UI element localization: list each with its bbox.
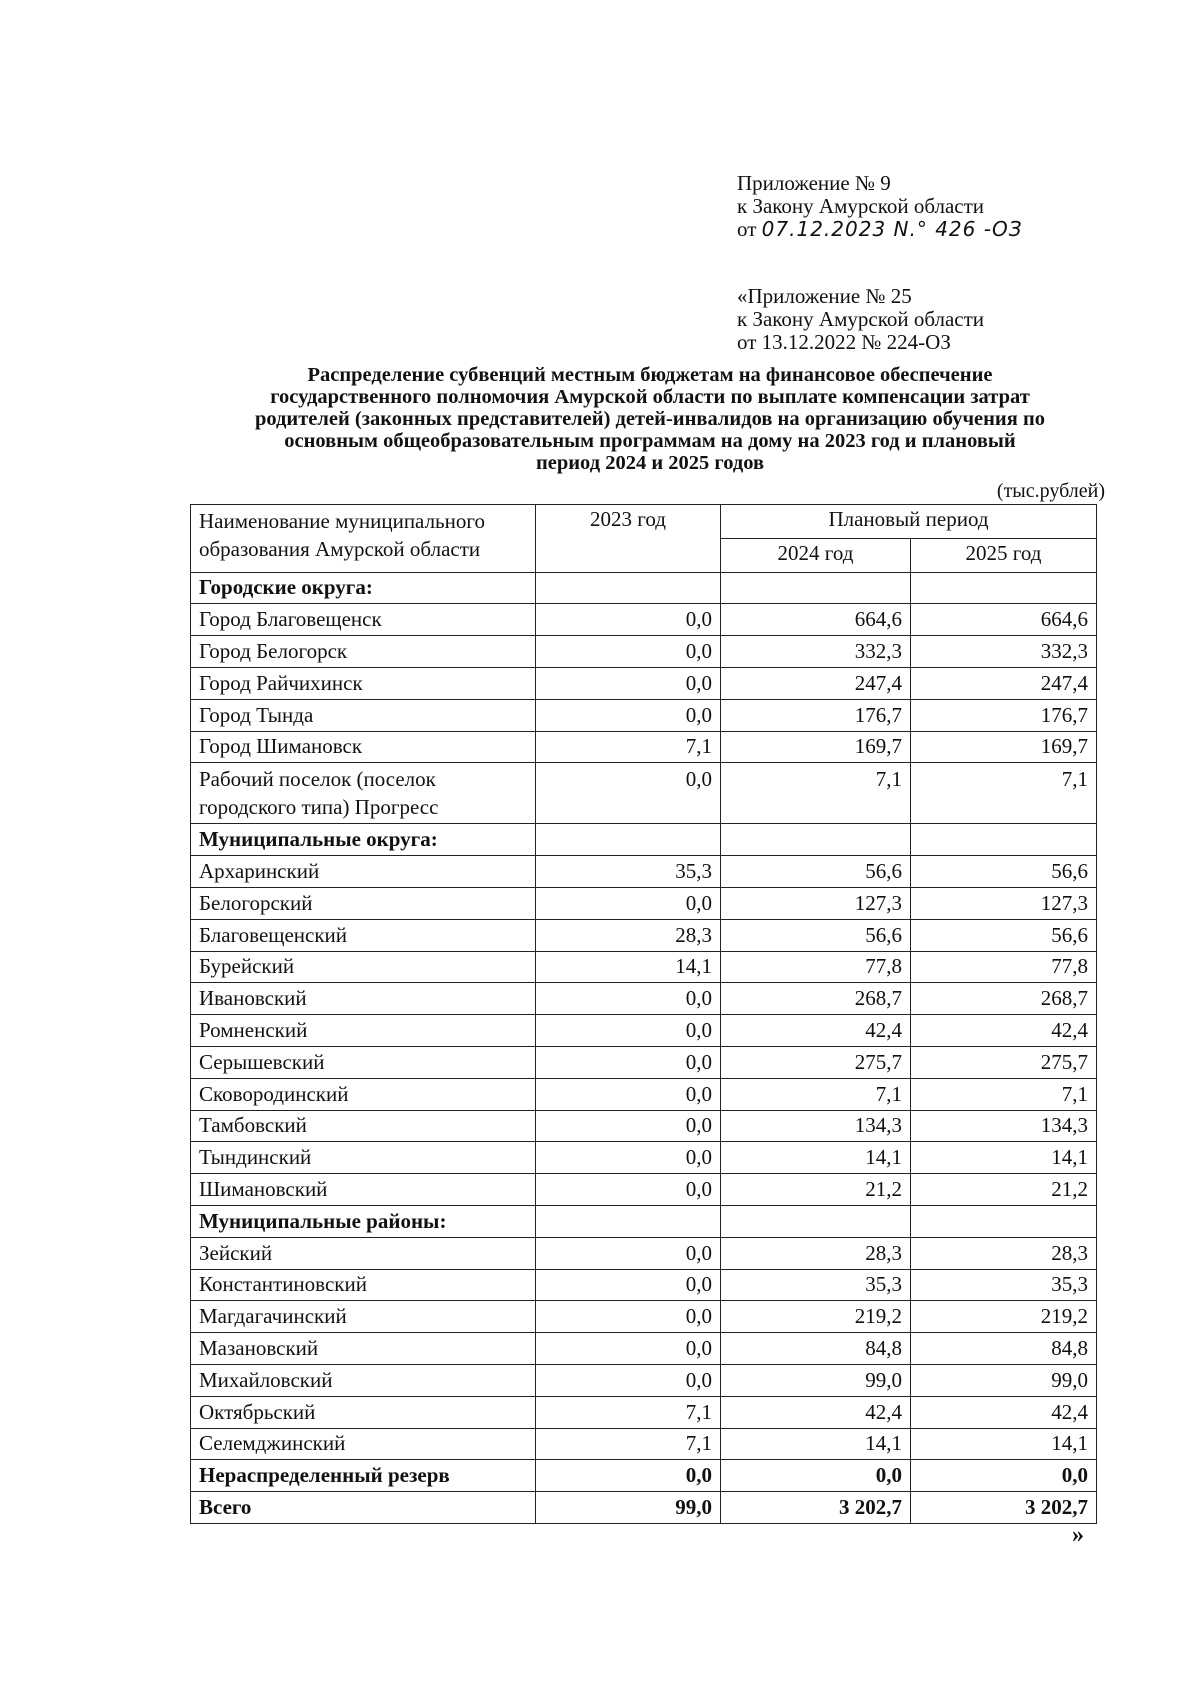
table-row — [191, 919, 1097, 951]
row-name: Город Тында — [191, 699, 536, 731]
title-line: Распределение субвенций местным бюджетам на финансовое обеспечение — [307, 364, 993, 386]
value-2023: 0,0 — [536, 667, 721, 699]
header-name: Наименование муниципального образования Амурской области — [191, 505, 536, 573]
value-2024: 127,3 — [721, 887, 911, 919]
value-2025: 56,6 — [911, 856, 1097, 888]
units-label: (тыс.рублей) — [996, 480, 1105, 502]
value-2025: 247,4 — [911, 667, 1097, 699]
title-line: родителей (законных представителей) детей-инвалидов на организацию обучения по — [254, 408, 1046, 430]
value-2024: 7,1 — [721, 1078, 911, 1110]
row-name: Нераспределенный резерв — [191, 1460, 536, 1492]
header-2023: 2023 год — [536, 505, 721, 573]
value-2023: 0,0 — [536, 1333, 721, 1365]
row-name: Тындинский — [191, 1142, 536, 1174]
value-2024 — [721, 572, 911, 604]
value-2024: 664,6 — [721, 604, 911, 636]
header-2024: 2024 год — [721, 538, 911, 572]
table-row — [191, 951, 1097, 983]
table-row — [191, 1364, 1097, 1396]
value-2024: 3 202,7 — [721, 1492, 911, 1524]
table-row — [191, 1269, 1097, 1301]
value-2024: 35,3 — [721, 1269, 911, 1301]
table-row — [191, 636, 1097, 668]
value-2023: 0,0 — [536, 983, 721, 1015]
document-title — [190, 364, 1110, 474]
title-line: государственного полномочия Амурской области по выплате компенсации затрат — [270, 386, 1030, 408]
table-row — [191, 1492, 1097, 1524]
row-name: Октябрьский — [191, 1396, 536, 1428]
table-row — [191, 856, 1097, 888]
value-2023: 7,1 — [536, 731, 721, 763]
value-2023: 0,0 — [536, 1174, 721, 1206]
table-row — [191, 983, 1097, 1015]
value-2025: 42,4 — [911, 1015, 1097, 1047]
value-2023: 0,0 — [536, 763, 721, 824]
value-2023: 7,1 — [536, 1428, 721, 1460]
row-name: Муниципальные районы: — [191, 1205, 536, 1237]
table-row — [191, 667, 1097, 699]
value-2024: 99,0 — [721, 1364, 911, 1396]
value-2025: 56,6 — [911, 919, 1097, 951]
original-law-reference: к Закону Амурской области — [737, 307, 985, 331]
value-2024: 56,6 — [721, 919, 911, 951]
title-line: основным общеобразовательным программам на дому на 2023 год и плановый — [284, 430, 1016, 452]
row-name: Константиновский — [191, 1269, 536, 1301]
value-2025: 134,3 — [911, 1110, 1097, 1142]
value-2025: 14,1 — [911, 1428, 1097, 1460]
row-name: Селемджинский — [191, 1428, 536, 1460]
value-2023: 35,3 — [536, 856, 721, 888]
value-2025: 219,2 — [911, 1301, 1097, 1333]
value-2024: 247,4 — [721, 667, 911, 699]
row-name: Город Благовещенск — [191, 604, 536, 636]
value-2025: 77,8 — [911, 951, 1097, 983]
value-2024: 28,3 — [721, 1237, 911, 1269]
row-name: Шимановский — [191, 1174, 536, 1206]
value-2023: 99,0 — [536, 1492, 721, 1524]
row-name: Зейский — [191, 1237, 536, 1269]
table-row — [191, 1046, 1097, 1078]
row-name: Магдагачинский — [191, 1301, 536, 1333]
value-2023 — [536, 1205, 721, 1237]
table-row — [191, 1142, 1097, 1174]
original-appendix-number: «Приложение № 25 — [737, 284, 912, 308]
value-2025: 332,3 — [911, 636, 1097, 668]
row-name: Белогорский — [191, 887, 536, 919]
table-row — [191, 887, 1097, 919]
table-row — [191, 1428, 1097, 1460]
subvention-table — [190, 504, 1097, 1524]
value-2023: 0,0 — [536, 1364, 721, 1396]
value-2024: 42,4 — [721, 1015, 911, 1047]
value-2023: 0,0 — [536, 604, 721, 636]
row-name: Серышевский — [191, 1046, 536, 1078]
value-2025: 176,7 — [911, 699, 1097, 731]
value-2023 — [536, 824, 721, 856]
value-2025: 7,1 — [911, 763, 1097, 824]
table-row — [191, 699, 1097, 731]
value-2023: 14,1 — [536, 951, 721, 983]
law-date-line — [737, 218, 1157, 241]
value-2024: 219,2 — [721, 1301, 911, 1333]
closing-quote: » — [1072, 1522, 1084, 1548]
value-2023: 0,0 — [536, 1078, 721, 1110]
appendix-number: Приложение № 9 — [737, 171, 891, 195]
value-2025: 664,6 — [911, 604, 1097, 636]
row-name: Город Райчихинск — [191, 667, 536, 699]
value-2023: 0,0 — [536, 1269, 721, 1301]
value-2025: 42,4 — [911, 1396, 1097, 1428]
value-2024: 7,1 — [721, 763, 911, 824]
row-name: Тамбовский — [191, 1110, 536, 1142]
value-2025: 268,7 — [911, 983, 1097, 1015]
handwritten-date-number: 07.12.2023 N.° 426 -ОЗ — [761, 217, 1023, 241]
value-2023: 0,0 — [536, 1046, 721, 1078]
row-name: Всего — [191, 1492, 536, 1524]
appendix-header — [737, 172, 1157, 354]
law-reference: к Закону Амурской области — [737, 194, 985, 218]
table-row — [191, 1396, 1097, 1428]
row-name: Рабочий поселок (поселок городского типа) Прогресс — [191, 763, 536, 824]
table-row — [191, 1078, 1097, 1110]
original-law-date: от 13.12.2022 № 224-ОЗ — [737, 330, 951, 354]
row-name: Городские округа: — [191, 572, 536, 604]
row-name: Город Белогорск — [191, 636, 536, 668]
value-2024: 42,4 — [721, 1396, 911, 1428]
value-2024 — [721, 824, 911, 856]
value-2023: 0,0 — [536, 1460, 721, 1492]
value-2025 — [911, 824, 1097, 856]
table-row — [191, 1174, 1097, 1206]
value-2023 — [536, 572, 721, 604]
row-name: Архаринский — [191, 856, 536, 888]
value-2024: 0,0 — [721, 1460, 911, 1492]
row-name: Ивановский — [191, 983, 536, 1015]
table-row — [191, 1110, 1097, 1142]
section-row — [191, 824, 1097, 856]
value-2024: 84,8 — [721, 1333, 911, 1365]
value-2025: 7,1 — [911, 1078, 1097, 1110]
value-2023: 0,0 — [536, 1142, 721, 1174]
value-2024: 275,7 — [721, 1046, 911, 1078]
value-2025: 275,7 — [911, 1046, 1097, 1078]
value-2024: 176,7 — [721, 699, 911, 731]
table-row — [191, 763, 1097, 824]
value-2025: 169,7 — [911, 731, 1097, 763]
value-2025: 127,3 — [911, 887, 1097, 919]
row-name: Сковородинский — [191, 1078, 536, 1110]
value-2025: 28,3 — [911, 1237, 1097, 1269]
title-line: период 2024 и 2025 годов — [535, 452, 765, 474]
row-name: Город Шимановск — [191, 731, 536, 763]
value-2025: 21,2 — [911, 1174, 1097, 1206]
value-2023: 0,0 — [536, 699, 721, 731]
table-row — [191, 1333, 1097, 1365]
value-2024: 268,7 — [721, 983, 911, 1015]
section-row — [191, 572, 1097, 604]
value-2025 — [911, 1205, 1097, 1237]
value-2024: 21,2 — [721, 1174, 911, 1206]
value-2025: 35,3 — [911, 1269, 1097, 1301]
table-row — [191, 731, 1097, 763]
table-row — [191, 604, 1097, 636]
value-2024: 77,8 — [721, 951, 911, 983]
value-2025: 14,1 — [911, 1142, 1097, 1174]
table-body — [191, 572, 1097, 1523]
value-2025: 99,0 — [911, 1364, 1097, 1396]
value-2023: 0,0 — [536, 1301, 721, 1333]
row-name: Бурейский — [191, 951, 536, 983]
value-2025: 0,0 — [911, 1460, 1097, 1492]
table-row — [191, 1460, 1097, 1492]
value-2025 — [911, 572, 1097, 604]
value-2025: 3 202,7 — [911, 1492, 1097, 1524]
table-row — [191, 1237, 1097, 1269]
value-2023: 0,0 — [536, 1110, 721, 1142]
value-2024: 14,1 — [721, 1142, 911, 1174]
table-row — [191, 1015, 1097, 1047]
value-2023: 0,0 — [536, 887, 721, 919]
row-name: Мазановский — [191, 1333, 536, 1365]
row-name: Ромненский — [191, 1015, 536, 1047]
value-2023: 7,1 — [536, 1396, 721, 1428]
value-2025: 84,8 — [911, 1333, 1097, 1365]
table-row — [191, 1301, 1097, 1333]
value-2023: 0,0 — [536, 1237, 721, 1269]
value-2023: 0,0 — [536, 636, 721, 668]
row-name: Благовещенский — [191, 919, 536, 951]
section-row — [191, 1205, 1097, 1237]
header-planned-period: Плановый период — [721, 505, 1097, 539]
value-2024: 169,7 — [721, 731, 911, 763]
date-prefix: от — [737, 217, 757, 241]
row-name: Михайловский — [191, 1364, 536, 1396]
value-2024: 14,1 — [721, 1428, 911, 1460]
value-2024 — [721, 1205, 911, 1237]
row-name: Муниципальные округа: — [191, 824, 536, 856]
value-2024: 332,3 — [721, 636, 911, 668]
header-2025: 2025 год — [911, 538, 1097, 572]
value-2023: 0,0 — [536, 1015, 721, 1047]
value-2024: 56,6 — [721, 856, 911, 888]
value-2024: 134,3 — [721, 1110, 911, 1142]
value-2023: 28,3 — [536, 919, 721, 951]
